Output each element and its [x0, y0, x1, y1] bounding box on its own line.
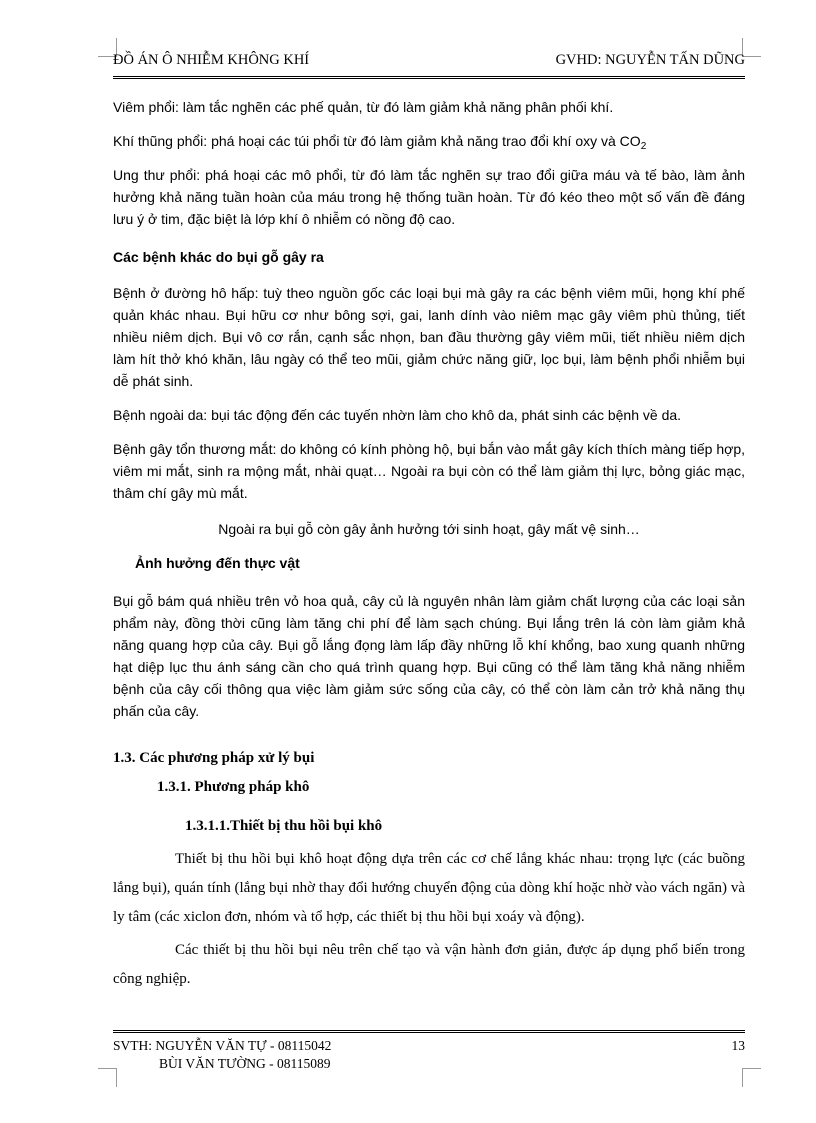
page-footer	[113, 1030, 745, 1073]
footer-student-line-1	[113, 1037, 745, 1055]
paragraph-dry-collectors-usage: Các thiết bị thu hồi bụi nêu trên chế tạo và vận hành đơn giản, được áp dụng phổ biến trong công nghiệp.	[113, 942, 745, 987]
paragraph-eye: Bệnh gây tổn thương mắt: do không có kính phòng hộ, bụi bắn vào mắt gây kích thích màng tiếp hợp, viêm mi mắt, sinh ra mộng mắt, nhài quạt… Ngoài ra bụi còn có thể làm giảm thị lực, bỏng giác mạc, thâm chí gây mù mắt.	[113, 441, 745, 501]
heading-section-1-3-1-1: 1.3.1.1.Thiết bị thu hồi bụi khô	[185, 818, 383, 834]
co2-subscript: 2	[640, 141, 647, 152]
header-advisor: GVHD: NGUYỄN TẤN DŨNG	[555, 52, 745, 68]
heading-other-diseases: Các bệnh khác do bụi gỗ gây ra	[113, 249, 324, 265]
paragraph-plants: Bụi gỗ bám quá nhiều trên vỏ hoa quả, cây củ là nguyên nhân làm giảm chất lượng của các loại sản phẩm này, đồng thời cũng làm tăng chi phí để làm sạch chúng. Bụi lắng trên lá còn làm giảm khả năng quang hợp của cây. Bụi gỗ lắng đọng làm lấp đầy những lỗ khí khổng, bao xung quanh những hạt diệp lục thu ánh sáng cần cho quá trình quang hợp. Bụi cũng có thể làm tăng khả năng nhiễm bệnh của cây cối thông qua việc làm giảm sức sống của cây, có thể còn làm cản trở khả năng thụ phấn của cây.	[113, 593, 745, 719]
emphysema-text: Khí thũng phổi: phá hoại các túi phổi từ đó làm giảm khả năng trao đổi khí oxy và CO	[113, 133, 641, 149]
page-content	[113, 96, 745, 994]
paragraph-dry-collectors: Thiết bị thu hồi bụi khô hoạt động dựa trên các cơ chế lắng khác nhau: trọng lực (các buồng lắng bụi), quán tính (lắng bụi nhờ thay đổi hướng chuyển động của dòng khí hoặc nhờ vào vách ngăn) và ly tâm (các xiclon đơn, nhóm và tổ hợp, các thiết bị thu hồi bụi xoáy và động).	[113, 851, 745, 925]
paragraph-lung-cancer: Ung thư phổi: phá hoại các mô phổi, từ đó làm tắc nghẽn sự trao đổi giữa máu và tế bào, làm ảnh hưởng khả năng tuần hoàn của máu trong hệ thống tuần hoàn. Từ đó kéo theo một số vấn đề đáng lưu ý ở tim, đặc biệt là lớp khí ô nhiễm có nồng độ cao.	[113, 167, 745, 227]
paragraph-emphysema	[113, 130, 745, 152]
page-number: 13	[731, 1038, 745, 1053]
heading-effect-plants: Ảnh hưởng đến thực vật	[135, 555, 300, 571]
paragraph-pneumonia: Viêm phổi: làm tắc nghẽn các phế quản, từ đó làm giảm khả năng phân phối khí.	[113, 99, 614, 115]
paragraph-skin: Bệnh ngoài da: bụi tác động đến các tuyến nhờn làm cho khô da, phát sinh các bệnh về da.	[113, 407, 682, 423]
heading-section-1-3-1: 1.3.1. Phương pháp khô	[157, 779, 310, 795]
heading-section-1-3: 1.3. Các phương pháp xử lý bụi	[113, 750, 315, 766]
page-header	[113, 50, 745, 79]
paragraph-respiratory: Bệnh ở đường hô hấp: tuỳ theo nguồn gốc các loại bụi mà gây ra các bệnh viêm mũi, họng khí phế quản khác nhau. Bụi hữu cơ như bông sợi, gai, lanh dính vào niêm mạc gây viêm phù thủng, tiết nhiều niêm dịch. Bụi vô cơ rắn, cạnh sắc nhọn, ban đầu thường gây viêm mũi, tiết nhiều niêm dịch làm hít thở khó khăn, lâu ngày có thể teo mũi, giảm chức năng giữ, lọc bụi, làm bệnh phổi nhiễm bụi dễ phát sinh.	[113, 285, 745, 389]
header-title: ĐỒ ÁN Ô NHIỄM KHÔNG KHÍ	[113, 52, 310, 68]
footer-student-1: SVTH: NGUYỄN VĂN TỰ - 08115042	[113, 1038, 332, 1053]
paragraph-hygiene: Ngoài ra bụi gỗ còn gây ảnh hưởng tới sinh hoạt, gây mất vệ sinh…	[218, 521, 640, 537]
footer-student-2: BÙI VĂN TƯỜNG - 08115089	[159, 1056, 331, 1071]
